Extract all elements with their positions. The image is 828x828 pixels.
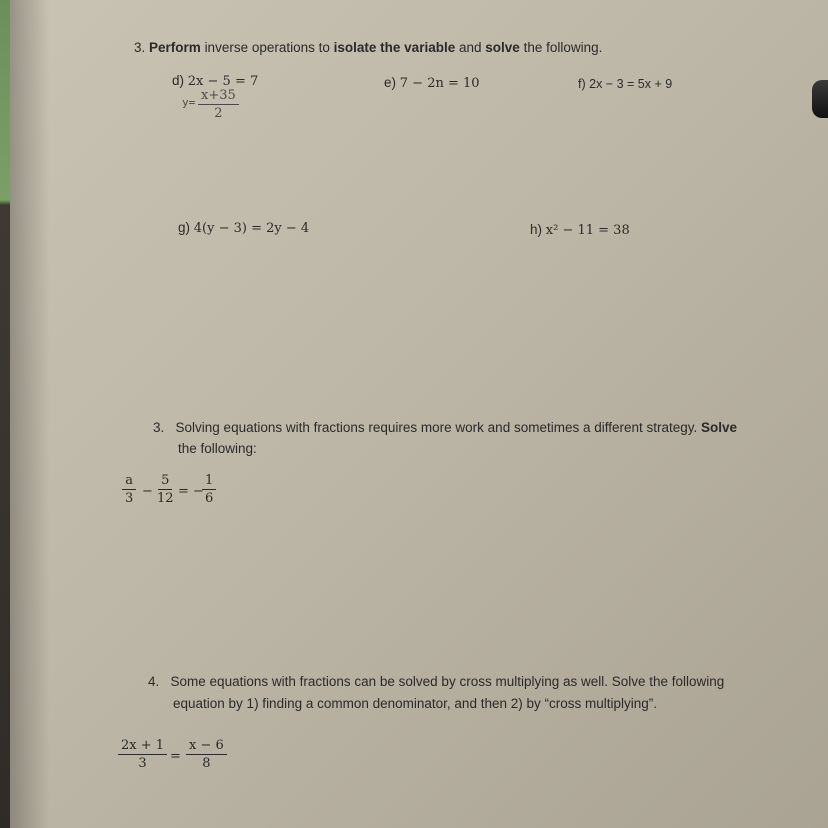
fraction-x-minus-6-over-8: $\frac{x - 6}{8}$ bbox=[186, 738, 227, 771]
problem-e: e) 7 − 2n = 10 bbox=[384, 75, 480, 91]
fraction-5-over-12: $\frac{5}{12}$ bbox=[157, 473, 174, 506]
worksheet-page bbox=[10, 0, 828, 828]
binder-edge bbox=[0, 0, 10, 828]
problem-d: d) 2x − 5 = 7 bbox=[172, 73, 259, 89]
handwritten-fraction: $\frac{x+35}{2}$ bbox=[198, 88, 239, 121]
q4-line1: 4. Some equations with fractions can be solved by cross multiplying as well. Solve the following bbox=[148, 674, 725, 689]
fraction-2x-plus-1-over-3: $\frac{2x + 1}{3}$ bbox=[118, 738, 167, 771]
problem-g: g) 4(y − 3) = 2y − 4 bbox=[178, 220, 310, 236]
q4-line2: equation by 1) finding a common denominator, and then 2) by “cross multiplying”. bbox=[173, 696, 658, 711]
clip-edge bbox=[812, 80, 828, 118]
fraction-1-over-6: $\frac{1}{6}$ bbox=[202, 473, 216, 506]
equals-negative: = − bbox=[178, 484, 204, 499]
handwritten-answer-d: y= bbox=[182, 96, 196, 109]
q3a-heading: 3. Perform inverse operations to isolate the variable and solve the following. bbox=[134, 40, 603, 55]
problem-h: h) x² − 11 = 38 bbox=[530, 222, 630, 238]
problem-f: f) 2x − 3 = 5x + 9 bbox=[578, 77, 673, 91]
q3b-line1: 3. Solving equations with fractions requires more work and sometimes a different strategy. Solve bbox=[153, 420, 738, 435]
q3b-line2: the following: bbox=[178, 441, 257, 456]
fraction-a-over-3: $\frac{a}{3}$ bbox=[122, 473, 136, 506]
minus-sign: − bbox=[142, 484, 153, 499]
equals-sign: = bbox=[170, 749, 181, 764]
